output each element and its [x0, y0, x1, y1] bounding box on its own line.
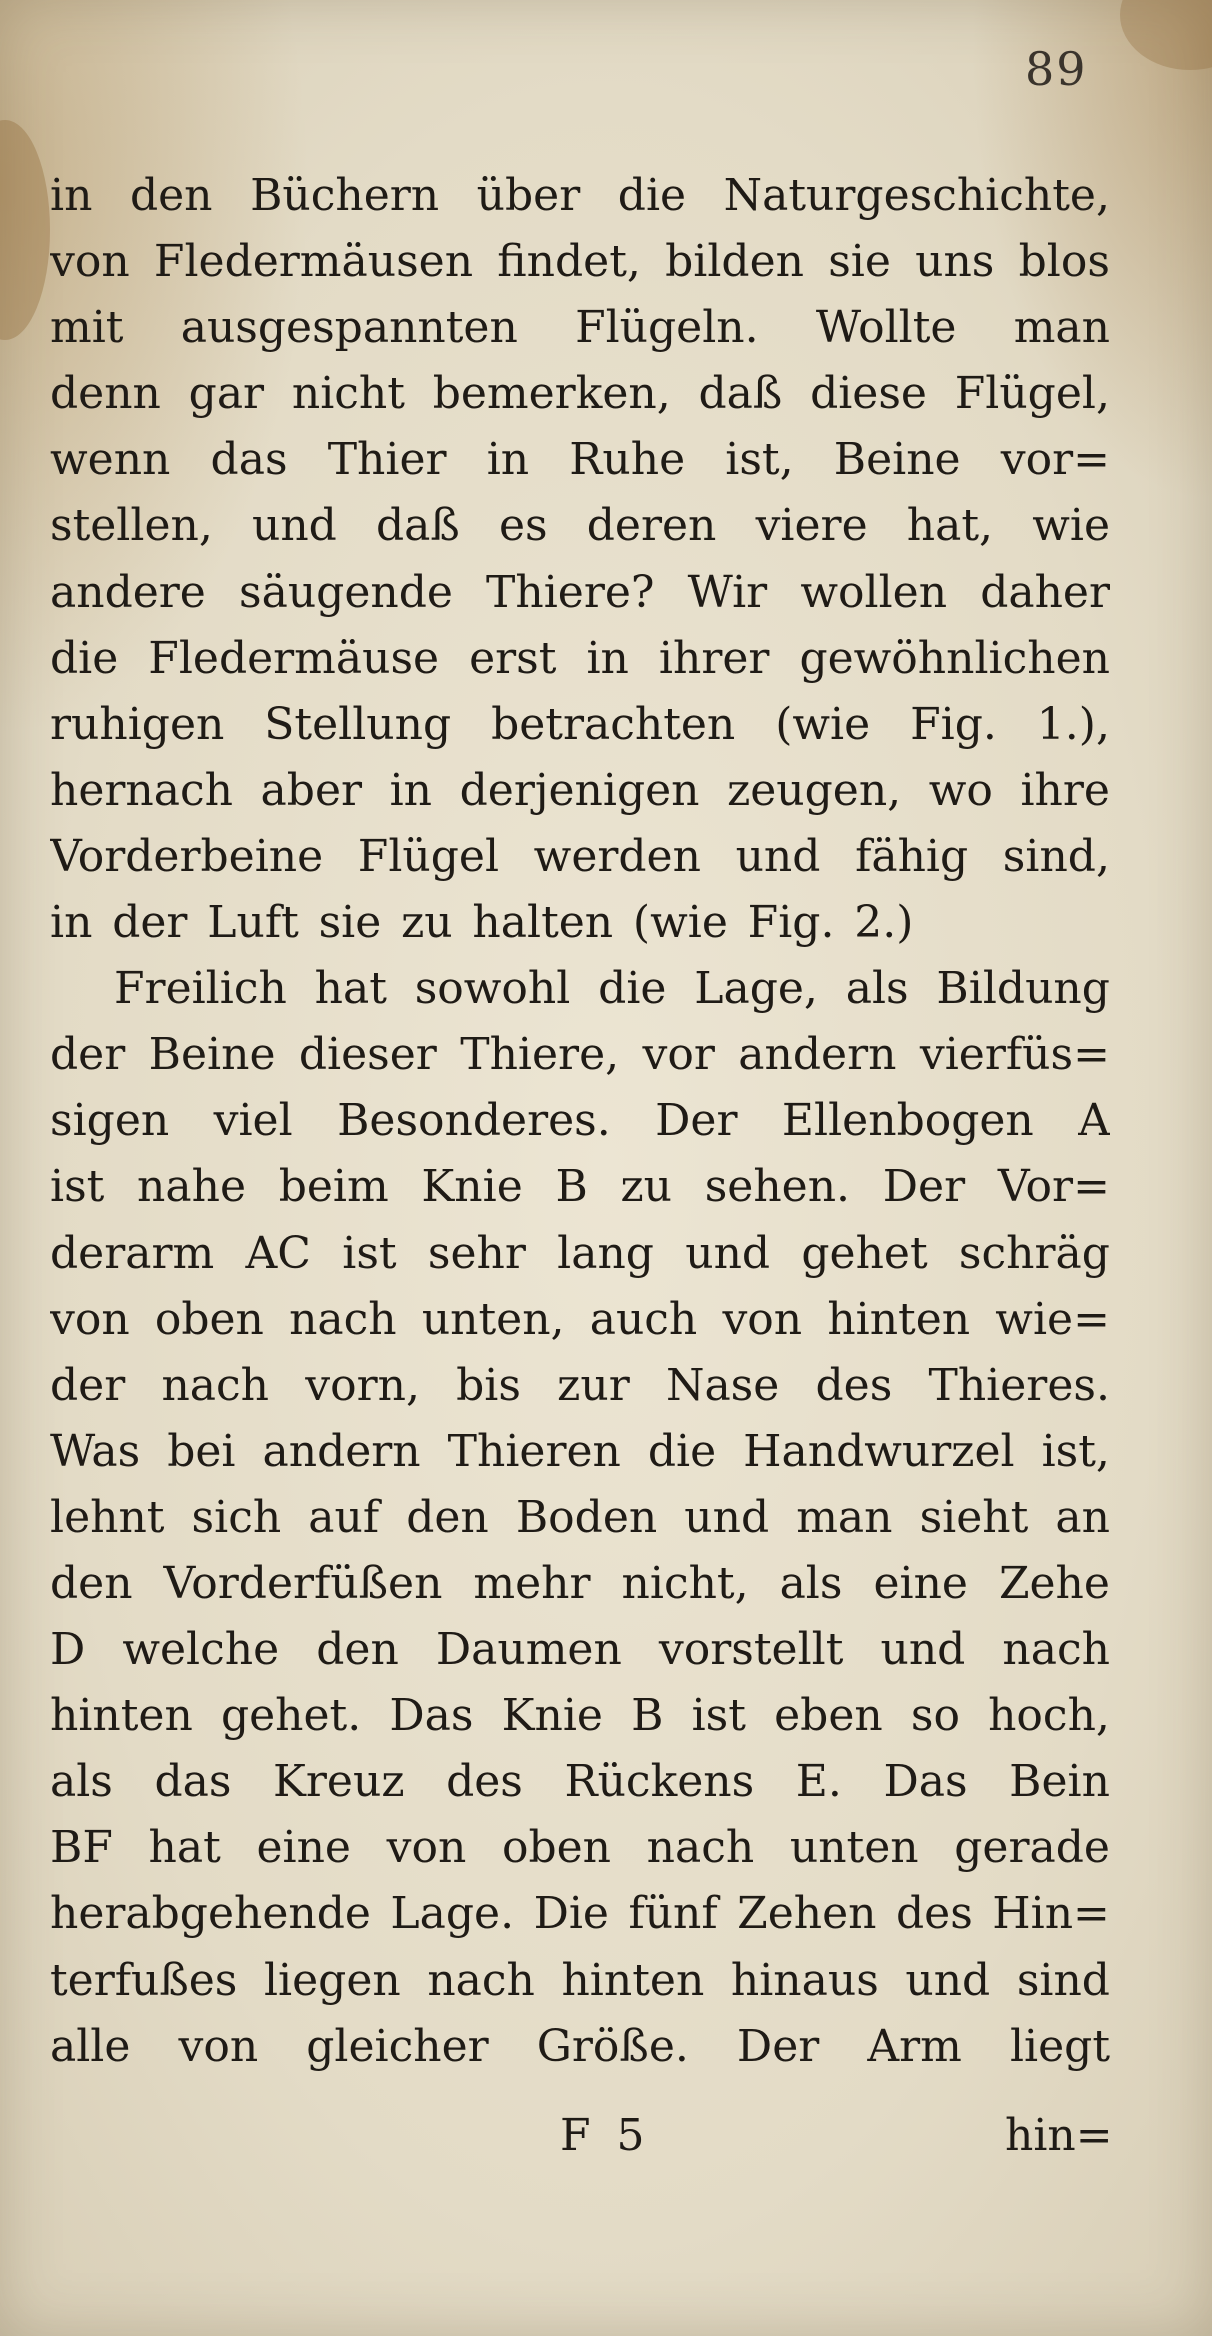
text-line: lehnt sich auf den Boden und man sieht an — [50, 1491, 1110, 1543]
page-footer — [0, 2110, 1212, 2180]
paper-stain-left — [0, 120, 50, 340]
text-line: denn gar nicht bemerken, daß diese Flügel, — [50, 368, 1110, 420]
text-line: sigen viel Besonderes. Der Ellenbogen A — [50, 1095, 1110, 1147]
signature-mark: F 5 — [560, 2110, 651, 2161]
text-line: hinten gehet. Das Knie B ist eben so hoch, — [50, 1690, 1110, 1742]
page-number: 89 — [1025, 42, 1088, 96]
text-line: der nach vorn, bis zur Nase des Thieres. — [50, 1359, 1110, 1411]
text-line: terfußes liegen nach hinten hinaus und sind — [50, 1954, 1110, 2006]
text-line: wenn das Thier in Ruhe ist, Beine vor= — [50, 434, 1110, 486]
paragraph-container — [50, 163, 1110, 2080]
text-line: andere säugende Thiere? Wir wollen daher — [50, 566, 1110, 618]
text-line: in der Luft sie zu halten (wie Fig. 2.) — [50, 897, 914, 949]
text-line: derarm AC ist sehr lang und gehet schräg — [50, 1227, 1110, 1279]
text-line: ruhigen Stellung betrachten (wie Fig. 1.), — [50, 698, 1110, 750]
text-line: hernach aber in derjenigen zeugen, wo ihre — [50, 764, 1110, 816]
text-line: stellen, und daß es deren viere hat, wie — [50, 500, 1110, 552]
text-line: in den Büchern über die Naturgeschichte, — [50, 170, 1110, 221]
text-line: herabgehende Lage. Die fünf Zehen des Hin= — [50, 1888, 1110, 1940]
text-line: den Vorderfüßen mehr nicht, als eine Zehe — [50, 1557, 1110, 1609]
body-text — [50, 163, 1110, 2080]
catchword: hin= — [1005, 2110, 1113, 2161]
text-line: alle von gleicher Größe. Der Arm liegt — [50, 2020, 1110, 2072]
text-line: BF hat eine von oben nach unten gerade — [50, 1822, 1110, 1874]
paper-stain-top-right — [1120, 0, 1212, 70]
paragraph — [50, 163, 1110, 956]
text-line: ist nahe beim Knie B zu sehen. Der Vor= — [50, 1161, 1110, 1213]
text-line: Vorderbeine Flügel werden und fähig sind, — [50, 830, 1110, 882]
text-line: von oben nach unten, auch von hinten wie= — [50, 1293, 1110, 1345]
text-line: die Fledermäuse erst in ihrer gewöhnlichen — [50, 632, 1110, 684]
text-line: D welche den Daumen vorstellt und nach — [50, 1624, 1110, 1676]
paragraph — [50, 956, 1110, 2080]
text-line: Freilich hat sowohl die Lage, als Bildung — [114, 963, 1110, 1015]
text-line: Was bei andern Thieren die Handwurzel ist, — [50, 1425, 1110, 1477]
text-line: von Fledermäusen findet, bilden sie uns blos — [50, 236, 1110, 288]
text-line: mit ausgespannten Flügeln. Wollte man — [50, 302, 1110, 354]
text-line: der Beine dieser Thiere, vor andern vierfüs= — [50, 1029, 1110, 1081]
text-line: als das Kreuz des Rückens E. Das Bein — [50, 1756, 1110, 1808]
